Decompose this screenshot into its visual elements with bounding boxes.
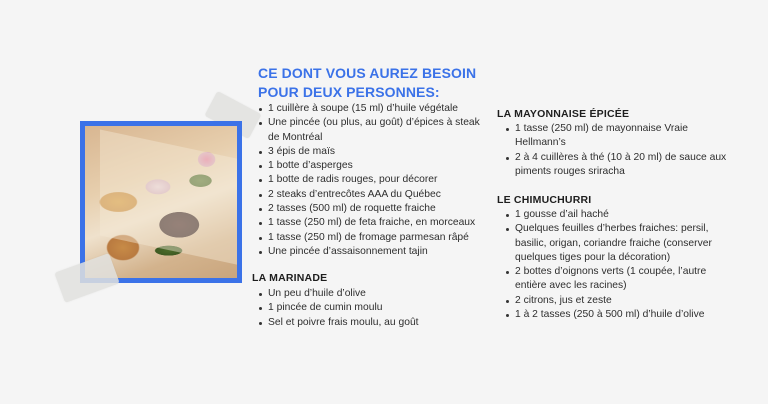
list-item: Un peu d’huile d’olive bbox=[258, 287, 478, 301]
list-item: Quelques feuilles d’herbes fraiches: persil, basilic, origan, coriandre fraiche (conserver quelques tiges pour la décoration) bbox=[505, 222, 730, 265]
marinade-title: LA MARINADE bbox=[252, 272, 328, 284]
list-item: 1 tasse (250 ml) de fromage parmesan râpé bbox=[258, 231, 490, 245]
list-item: Une pincée (ou plus, au goût) d’épices à steak de Montréal bbox=[258, 116, 490, 145]
list-item: 1 gousse d’ail haché bbox=[505, 208, 730, 222]
list-item: 1 botte de radis rouges, pour décorer bbox=[258, 173, 490, 187]
list-item: 3 épis de maïs bbox=[258, 145, 490, 159]
mayonnaise-list bbox=[505, 122, 730, 179]
list-item: 2 tasses (500 ml) de roquette fraiche bbox=[258, 202, 490, 216]
list-item: 2 à 4 cuillères à thé (10 à 20 ml) de sauce aux piments rouges sriracha bbox=[505, 151, 730, 180]
list-item: 1 pincée de cumin moulu bbox=[258, 301, 478, 315]
mayonnaise-title: LA MAYONNAISE ÉPICÉE bbox=[497, 108, 630, 120]
list-item: 2 bottes d’oignons verts (1 coupée, l’autre entière avec les racines) bbox=[505, 265, 730, 294]
cutting-board bbox=[100, 130, 237, 265]
list-item: Une pincée d’assaisonnement tajin bbox=[258, 245, 490, 259]
list-item: 2 citrons, jus et zeste bbox=[505, 294, 730, 308]
heading-line-2: POUR DEUX PERSONNES: bbox=[258, 84, 440, 100]
ingredients-heading bbox=[258, 64, 476, 102]
heading-line-1: CE DONT VOUS AUREZ BESOIN bbox=[258, 65, 477, 81]
list-item: Sel et poivre frais moulu, au goût bbox=[258, 316, 478, 330]
list-item: 1 botte d’asperges bbox=[258, 159, 490, 173]
list-item: 1 tasse (250 ml) de mayonnaise Vraie Hellmann’s bbox=[505, 122, 730, 151]
main-ingredients-list bbox=[258, 102, 490, 259]
chimichurri-list bbox=[505, 208, 730, 322]
list-item: 1 tasse (250 ml) de feta fraiche, en morceaux bbox=[258, 216, 490, 230]
marinade-list bbox=[258, 287, 478, 330]
list-item: 2 steaks d’entrecôtes AAA du Québec bbox=[258, 188, 490, 202]
list-item: 1 à 2 tasses (250 à 500 ml) d’huile d’olive bbox=[505, 308, 730, 322]
list-item: 1 cuillère à soupe (15 ml) d’huile végétale bbox=[258, 102, 490, 116]
tape-decoration-bottom-left bbox=[54, 253, 119, 303]
chimichurri-title: LE CHIMUCHURRI bbox=[497, 194, 592, 206]
